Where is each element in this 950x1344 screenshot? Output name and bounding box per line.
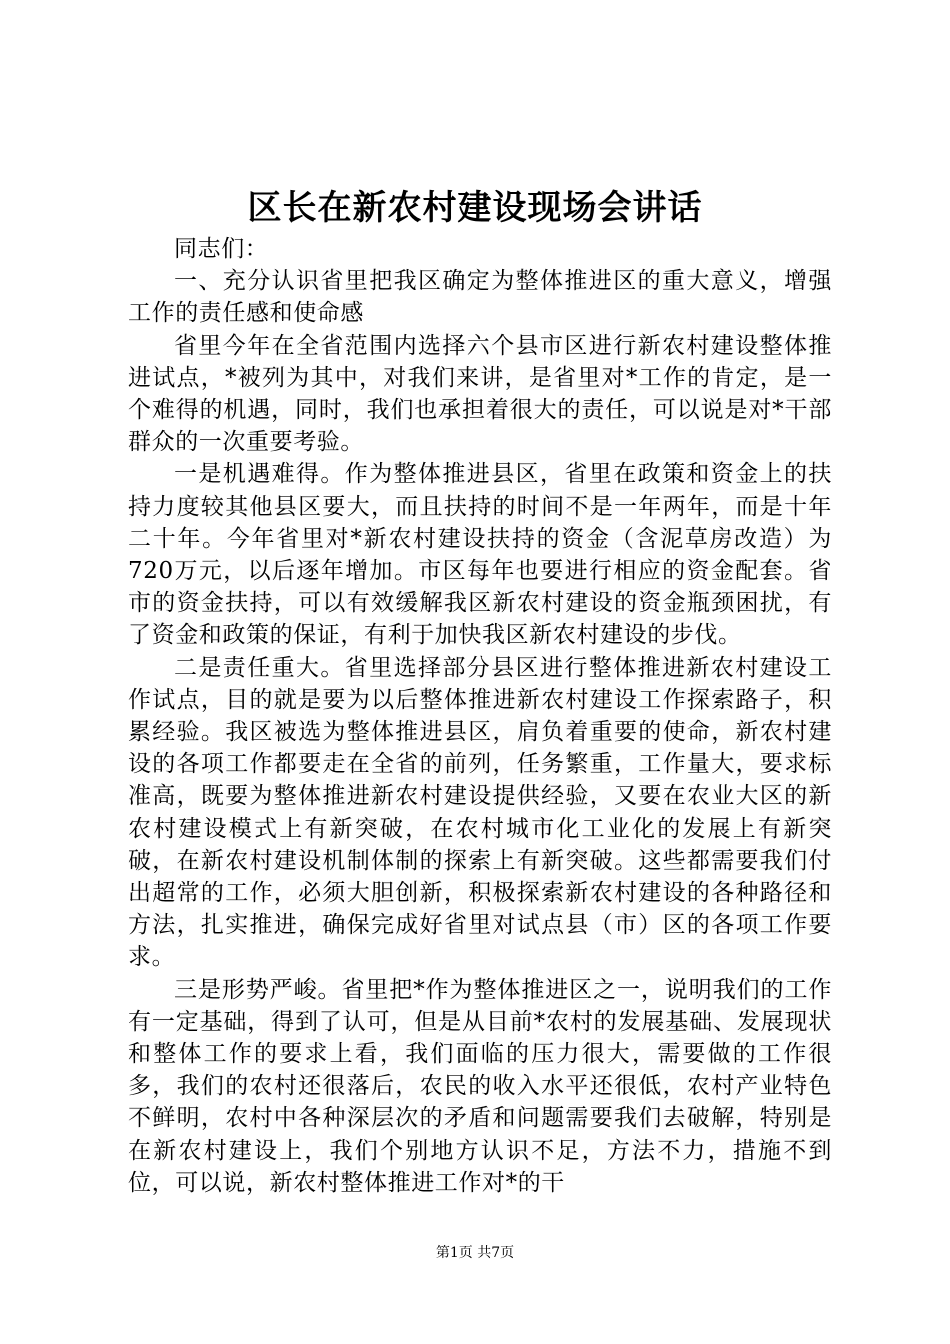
body-paragraph: 省里今年在全省范围内选择六个县市区进行新农村建设整体推进试点，*被列为其中，对我们来讲，是省里对*工作的肯定，是一个难得的机遇，同时，我们也承担着很大的责任，可以说是对*干部群众的一次重要考验。 — [128, 332, 832, 456]
document-body — [128, 233, 832, 1199]
body-paragraph: 一是机遇难得。作为整体推进县区，省里在政策和资金上的扶持力度较其他县区要大，而且扶持的时间不是一年两年，而是十年二十年。今年省里对*新农村建设扶持的资金（含泥草房改造）为720万元，以后逐年增加。市区每年也要进行相应的资金配套。省市的资金扶持，可以有效缓解我区新农村建设的资金瓶颈困扰，有了资金和政策的保证，有利于加快我区新农村建设的步伐。 — [128, 461, 832, 649]
document-title: 区长在新农村建设现场会讲话 — [247, 188, 703, 228]
body-paragraph: 二是责任重大。省里选择部分县区进行整体推进新农村建设工作试点，目的就是要为以后整体推进新农村建设工作探索路子，积累经验。我区被选为整体推进县区，肩负着重要的使命，新农村建设的各项工作都要走在全省的前列，任务繁重，工作量大，要求标准高，既要为整体推进新农村建设提供经验，又要在农业大区的新农村建设模式上有新突破，在农村城市化工业化的发展上有新突破，在新农村建设机制体制的探索上有新突破。这些都需要我们付出超常的工作，必须大胆创新，积极探索新农村建设的各种路径和方法，扎实推进，确保完成好省里对试点县（市）区的各项工作要求。 — [128, 654, 832, 971]
greeting-paragraph: 同志们： — [174, 236, 269, 262]
section-heading: 一、充分认识省里把我区确定为整体推进区的重大意义，增强工作的责任感和使命感 — [128, 268, 832, 327]
page-number-footer: 第1页 共7页 — [435, 1245, 515, 1261]
body-paragraph: 三是形势严峻。省里把*作为整体推进区之一，说明我们的工作有一定基础，得到了认可，但是从目前*农村的发展基础、发展现状和整体工作的要求上看，我们面临的压力很大，需要做的工作很多，我们的农村还很落后，农民的收入水平还很低，农村产业特色不鲜明，农村中各种深层次的矛盾和问题需要我们去破解，特别是在新农村建设上，我们个别地方认识不足，方法不力，措施不到位，可以说，新农村整体推进工作对*的干 — [128, 976, 832, 1196]
